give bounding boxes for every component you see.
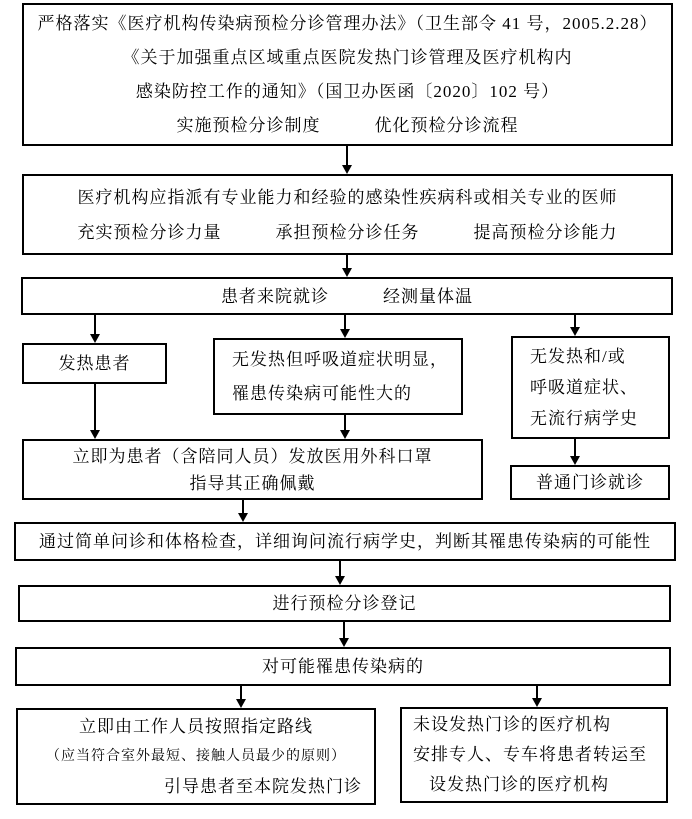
no-fever-respiratory-box (213, 338, 463, 415)
patient-arrival-box (21, 277, 673, 315)
physician-line-2: 充实预检分诊力量 承担预检分诊任务 提高预检分诊能力 (77, 222, 618, 242)
general-outpatient-box (510, 465, 670, 500)
possible-infectious-box (15, 647, 671, 686)
no-fever-no-history-line-2: 呼吸道症状、 (530, 378, 638, 397)
arrow-possible-to-transfer (532, 686, 542, 707)
transfer-box (400, 707, 668, 803)
guide-line-2: （应当符合室外最短、接触人员最少的原则） (46, 748, 346, 764)
no-fever-no-history-line-1: 无发热和/或 (530, 347, 626, 366)
transfer-line-1: 未设发热门诊的医疗机构 (413, 715, 611, 734)
policy-line-4: 实施预检分诊制度 优化预检分诊流程 (176, 115, 519, 135)
possible-infectious-text: 对可能罹患传染病的 (262, 657, 424, 676)
no-fever-no-history-box (511, 336, 670, 439)
fever-patient-text: 发热患者 (58, 354, 131, 373)
no-fever-no-history-line-3: 无流行病学史 (530, 409, 638, 428)
patient-arrival-text: 患者来院就诊 经测量体温 (221, 286, 473, 306)
arrow-fever-to-mask (90, 384, 100, 439)
guide-fever-clinic-box (16, 708, 376, 805)
arrow-physician-to-arrival (342, 255, 352, 277)
general-outpatient-text: 普通门诊就诊 (536, 473, 644, 492)
arrow-registration-to-possible (339, 622, 349, 647)
arrow-no-history-to-outpatient (570, 439, 580, 465)
arrow-possible-to-guide (236, 686, 246, 708)
policy-line-1: 严格落实《医疗机构传染病预检分诊管理办法》（卫生部令 41 号，2005.2.28） (37, 13, 658, 33)
policy-line-2: 《关于加强重点区域重点医院发热门诊管理及医疗机构内 (122, 47, 573, 67)
registration-box (18, 585, 671, 622)
policy-line-3: 感染防控工作的通知》（国卫办医函〔2020〕102 号） (135, 81, 560, 101)
policy-box (22, 3, 673, 146)
arrow-inquiry-to-registration (335, 561, 345, 585)
no-fever-respiratory-line-2: 罹患传染病可能性大的 (232, 383, 412, 403)
fever-patient-box (22, 343, 167, 384)
arrow-arrival-to-no-history (570, 315, 580, 336)
guide-line-3: 引导患者至本院发热门诊 (164, 776, 362, 796)
physician-assignment-box (22, 174, 673, 255)
transfer-line-2: 安排专人、专车将患者转运至 (413, 745, 647, 764)
arrow-arrival-to-fever (90, 315, 100, 343)
arrow-mask-to-inquiry (238, 500, 248, 522)
registration-text: 进行预检分诊登记 (272, 594, 417, 613)
guide-line-1: 立即由工作人员按照指定路线 (79, 716, 313, 736)
no-fever-respiratory-line-1: 无发热但呼吸道症状明显， (232, 349, 448, 369)
transfer-line-3: 设发热门诊的医疗机构 (429, 775, 609, 794)
inquiry-text: 通过简单问诊和体格检查，详细询问流行病学史，判断其罹患传染病的可能性 (39, 532, 651, 551)
mask-distribution-box (22, 439, 483, 500)
arrow-arrival-to-respiratory (340, 315, 350, 338)
mask-line-2: 指导其正确佩戴 (189, 473, 316, 493)
inquiry-box (14, 522, 676, 561)
physician-line-1: 医疗机构应指派有专业能力和经验的感染性疾病科或相关专业的医师 (77, 187, 618, 207)
mask-line-1: 立即为患者（含陪同人员）发放医用外科口罩 (72, 446, 433, 466)
arrow-respiratory-to-mask (340, 415, 350, 439)
arrow-policy-to-physician (342, 146, 352, 174)
